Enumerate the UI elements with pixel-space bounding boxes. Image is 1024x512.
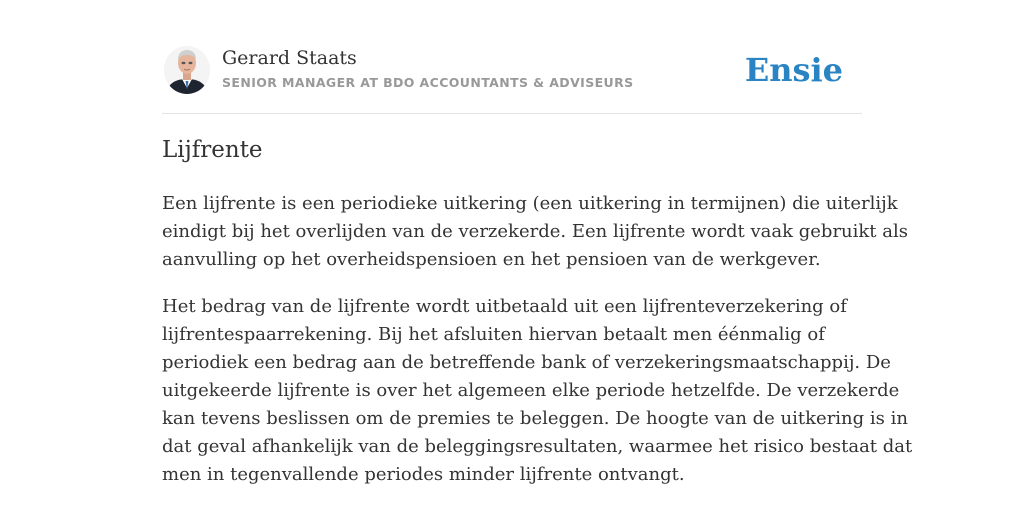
paragraph-line: aanvulling op het overheidspensioen en het pensioen van de werkgever. xyxy=(162,249,821,270)
author-header xyxy=(162,44,862,98)
paragraph-line: dat geval afhankelijk van de beleggingsresultaten, waarmee het risico bestaat dat xyxy=(162,436,913,457)
definition-card xyxy=(162,0,913,512)
paragraph-line: uitgekeerde lijfrente is over het algemeen elke periode hetzelfde. De verzekerde xyxy=(162,380,900,401)
definition-paragraph-2 xyxy=(162,293,913,489)
paragraph-line: Het bedrag van de lijfrente wordt uitbetaald uit een lijfrenteverzekering of xyxy=(162,296,847,317)
definition-title: Lijfrente xyxy=(162,137,263,163)
paragraph-line: kan tevens beslissen om de premies te beleggen. De hoogte van de uitkering is in xyxy=(162,408,908,429)
header-divider xyxy=(162,113,862,114)
paragraph-line: men in tegenvallende periodes minder lijfrente ontvangt. xyxy=(162,464,685,485)
paragraph-line: lijfrentespaarrekening. Bij het afsluiten hiervan betaalt men éénmalig of xyxy=(162,324,825,345)
paragraph-line: eindigt bij het overlijden van de verzekerde. Een lijfrente wordt vaak gebruikt als xyxy=(162,221,908,242)
author-name[interactable]: Gerard Staats xyxy=(222,47,357,69)
paragraph-line: periodiek een bedrag aan de betreffende bank of verzekeringsmaatschappij. De xyxy=(162,352,891,373)
author-portrait-icon xyxy=(164,46,210,94)
definition-paragraph-1 xyxy=(162,190,908,274)
brand-logo[interactable]: Ensie xyxy=(744,51,843,89)
author-avatar[interactable] xyxy=(164,46,210,94)
paragraph-line: Een lijfrente is een periodieke uitkering (een uitkering in termijnen) die uiterlijk xyxy=(162,193,898,214)
author-title: SENIOR MANAGER AT BDO ACCOUNTANTS & ADVISEURS xyxy=(222,75,634,90)
